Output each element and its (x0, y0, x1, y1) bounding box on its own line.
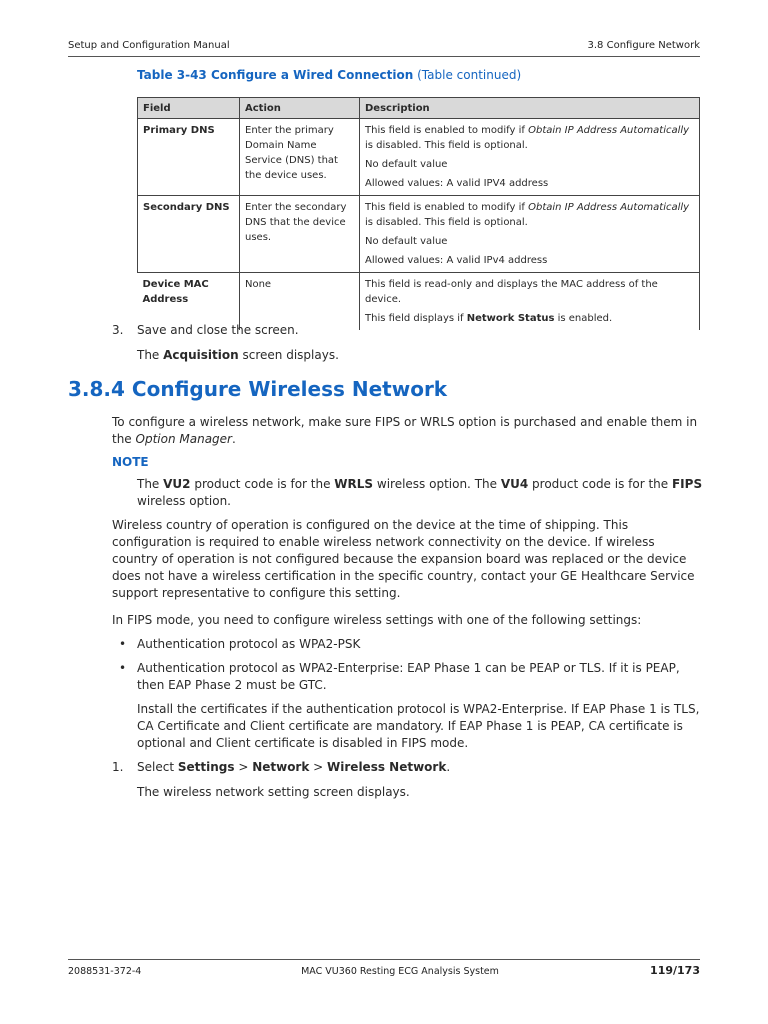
step-result: The Acquisition screen displays. (137, 348, 339, 362)
table-caption (137, 68, 521, 82)
action-primary-dns: Enter the primary Domain Name Service (DNS) that the device uses. (240, 119, 360, 196)
table-header-row (138, 98, 700, 119)
note-label: NOTE (112, 455, 149, 469)
intro-paragraph: To configure a wireless network, make sure FIPS or WRLS option is purchased and enable them in the Option Manager. (112, 415, 698, 446)
column-header-action: Action (240, 98, 360, 119)
bullet-item: Authentication protocol as WPA2-PSK (137, 637, 361, 651)
section-heading: 3.8.4 Configure Wireless Network (68, 377, 448, 401)
bullet-marker: • (119, 661, 127, 675)
field-primary-dns: Primary DNS (138, 119, 240, 196)
header-rule (68, 56, 700, 57)
running-header-section: 3.8 Configure Network (587, 40, 700, 51)
table-caption-title: Table 3-43 Configure a Wired Connection (137, 68, 414, 82)
step-result: The wireless network setting screen displays. (137, 785, 410, 799)
action-secondary-dns: Enter the secondary DNS that the device uses. (240, 196, 360, 273)
table-row (138, 119, 700, 196)
step-number: 1. (112, 760, 124, 774)
running-header-title: Setup and Configuration Manual (68, 40, 230, 51)
description-secondary-dns: This field is enabled to modify if Obtain IP Address Automatically is disabled. This field is optional. No default value Allowed values: A valid IPv4 address (360, 196, 700, 273)
description-primary-dns: This field is enabled to modify if Obtain IP Address Automatically is disabled. This field is optional. No default value Allowed values: A valid IPV4 address (360, 119, 700, 196)
footer-rule (68, 959, 700, 960)
footer-product: MAC VU360 Resting ECG Analysis System (301, 966, 499, 977)
field-device-mac-address: Device MAC Address (138, 273, 240, 331)
table-row (138, 196, 700, 273)
wired-connection-table (137, 97, 700, 330)
certificate-paragraph: Install the certificates if the authentication protocol is WPA2-Enterprise. If EAP Phase 1 is TLS, CA Certificate and Client certificate are mandatory. If EAP Phase 1 is PEAP, CA certificate is optional and Client certificate is disabled in FIPS mode. (137, 702, 700, 750)
bullet-marker: • (119, 637, 127, 651)
field-secondary-dns: Secondary DNS (138, 196, 240, 273)
footer-page-number: 119/173 (650, 964, 700, 977)
step-text: Select Settings > Network > Wireless Network. (137, 760, 451, 774)
bullet-item: Authentication protocol as WPA2-Enterprise: EAP Phase 1 can be PEAP or TLS. If it is PEAP, then EAP Phase 2 must be GTC. (137, 661, 680, 692)
column-header-field: Field (138, 98, 240, 119)
country-paragraph: Wireless country of operation is configured on the device at the time of shipping. This configuration is required to enable wireless network connectivity on the device. If wireless country of operation is not configured because the expansion board was replaced or the device does not have a wireless certification in the specific country, contact your GE Healthcare Service support representative to configure this setting. (112, 518, 695, 600)
step-number: 3. (112, 323, 124, 337)
note-text: The VU2 product code is for the WRLS wireless option. The VU4 product code is for the FIPS wireless option. (137, 477, 703, 508)
column-header-description: Description (360, 98, 700, 119)
action-device-mac-address: None (240, 273, 360, 331)
fips-paragraph: In FIPS mode, you need to configure wireless settings with one of the following settings: (112, 613, 642, 627)
footer-doc-number: 2088531-372-4 (68, 966, 142, 977)
table-caption-suffix: (Table continued) (417, 68, 522, 82)
step-text: Save and close the screen. (137, 323, 299, 337)
description-device-mac-address: This field is read-only and displays the MAC address of the device. This field displays if Network Status is enabled. (360, 273, 700, 331)
